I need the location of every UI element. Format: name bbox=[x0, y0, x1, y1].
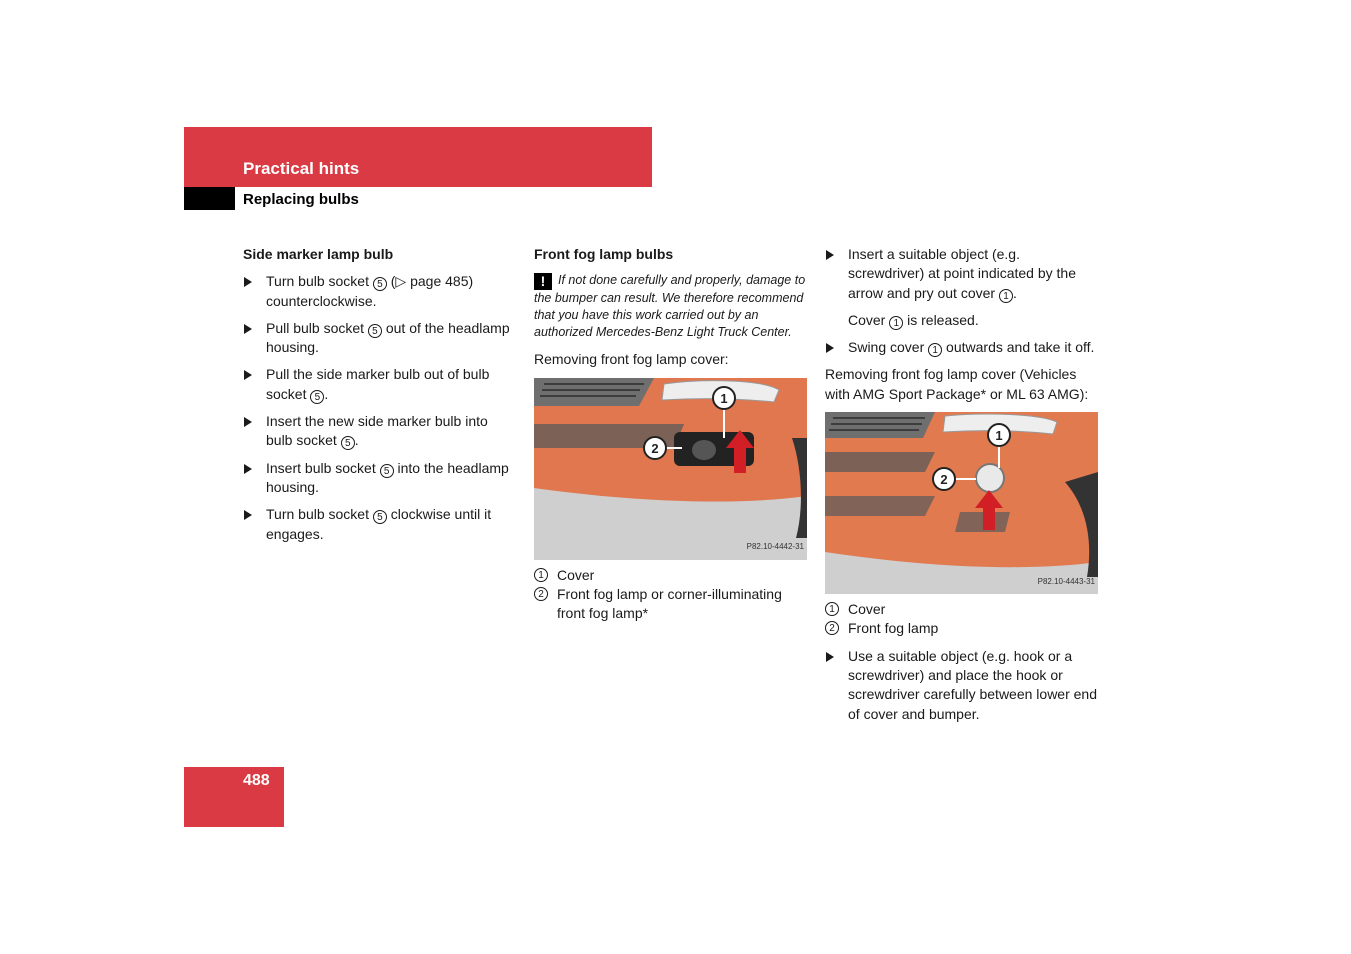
cover-released-note: Cover 1 is released. bbox=[848, 311, 979, 329]
callout-number: 1 bbox=[928, 343, 942, 357]
side-marker-heading: Side marker lamp bulb bbox=[243, 246, 394, 262]
warning-note bbox=[534, 272, 808, 341]
callout-number: 5 bbox=[373, 277, 387, 291]
bullet-arrow-icon bbox=[244, 464, 252, 474]
column-fog-cover bbox=[825, 245, 1100, 732]
legend-item: 1 Cover bbox=[825, 600, 1100, 619]
callout-number: 1 bbox=[999, 289, 1013, 303]
fog-cover-step-2: Swing cover 1 outwards and take it off. bbox=[825, 338, 1100, 357]
bullet-arrow-icon bbox=[244, 324, 252, 334]
callout-number: 2 bbox=[825, 621, 839, 635]
callout-number: 1 bbox=[825, 602, 839, 616]
image-code: P82.10-4442-31 bbox=[746, 542, 804, 552]
photo-callout-2: 2 bbox=[651, 440, 659, 456]
fog-cover-intro: Removing front fog lamp cover: bbox=[534, 351, 729, 368]
warning-icon: ! bbox=[534, 273, 552, 290]
callout-number: 5 bbox=[373, 510, 387, 524]
bullet-arrow-icon bbox=[244, 370, 252, 380]
side-marker-step-1: Turn bulb socket 5 (▷ page 485) counterclockwise. bbox=[243, 272, 511, 311]
photo-callout-1: 1 bbox=[995, 428, 1003, 444]
bullet-arrow-icon bbox=[826, 343, 834, 353]
photo-callout-2: 2 bbox=[940, 472, 948, 488]
fog-lamp-heading: Front fog lamp bulbs bbox=[534, 246, 674, 262]
callout-number: 1 bbox=[889, 316, 903, 330]
image-code: P82.10-4443-31 bbox=[1037, 576, 1095, 586]
callout-number: 2 bbox=[534, 587, 548, 601]
subsection-title: Replacing bulbs bbox=[243, 191, 359, 208]
side-marker-step-2: Pull bulb socket 5 out of the headlamp housing. bbox=[243, 319, 511, 358]
callout-number: 5 bbox=[380, 464, 394, 478]
photo-callout-1: 1 bbox=[720, 390, 728, 406]
amg-cover-intro: Removing front fog lamp cover (Vehicles with AMG Sport Package* or ML 63 AMG): bbox=[825, 366, 1089, 402]
legend-item: 2 Front fog lamp bbox=[825, 619, 1100, 638]
column-fog-lamp bbox=[534, 245, 808, 623]
fog-cover-step-3: Use a suitable object (e.g. hook or a screwdriver) and place the hook or screwdriver carefully between lower end of cover and bumper. bbox=[825, 647, 1100, 724]
bullet-arrow-icon bbox=[826, 250, 834, 260]
fog-lamp-photo bbox=[534, 378, 807, 560]
amg-fog-lamp-photo bbox=[825, 412, 1098, 594]
side-marker-step-3: Pull the side marker bulb out of bulb socket 5 . bbox=[243, 365, 511, 404]
callout-number: 5 bbox=[341, 436, 355, 450]
column-side-marker bbox=[243, 245, 511, 552]
section-title: Practical hints bbox=[243, 159, 360, 178]
callout-number: 1 bbox=[534, 568, 548, 582]
callout-number: 5 bbox=[368, 324, 382, 338]
side-marker-step-5: Insert bulb socket 5 into the headlamp housing. bbox=[243, 459, 511, 498]
callout-number: 5 bbox=[310, 390, 324, 404]
warning-text: If not done carefully and properly, damage to the bumper can result. We therefore recommend that you have this work carried out by an authorized Mercedes-Benz Light Truck Center. bbox=[534, 273, 806, 340]
legend-item: 2 Front fog lamp or corner-illuminating front fog lamp* bbox=[534, 585, 808, 624]
side-marker-step-4: Insert the new side marker bulb into bulb socket 5 . bbox=[243, 412, 511, 451]
legend-item: 1 Cover bbox=[534, 566, 808, 585]
side-marker-step-6: Turn bulb socket 5 clockwise until it engages. bbox=[243, 505, 511, 544]
fog-cover-step-1: Insert a suitable object (e.g. screwdriver) at point indicated by the arrow and pry out cover 1 . bbox=[825, 245, 1100, 303]
bullet-arrow-icon bbox=[244, 510, 252, 520]
subsection-marker bbox=[184, 187, 235, 210]
bullet-arrow-icon bbox=[244, 417, 252, 427]
page-number: 488 bbox=[243, 772, 270, 789]
bullet-arrow-icon bbox=[826, 652, 834, 662]
bullet-arrow-icon bbox=[244, 277, 252, 287]
